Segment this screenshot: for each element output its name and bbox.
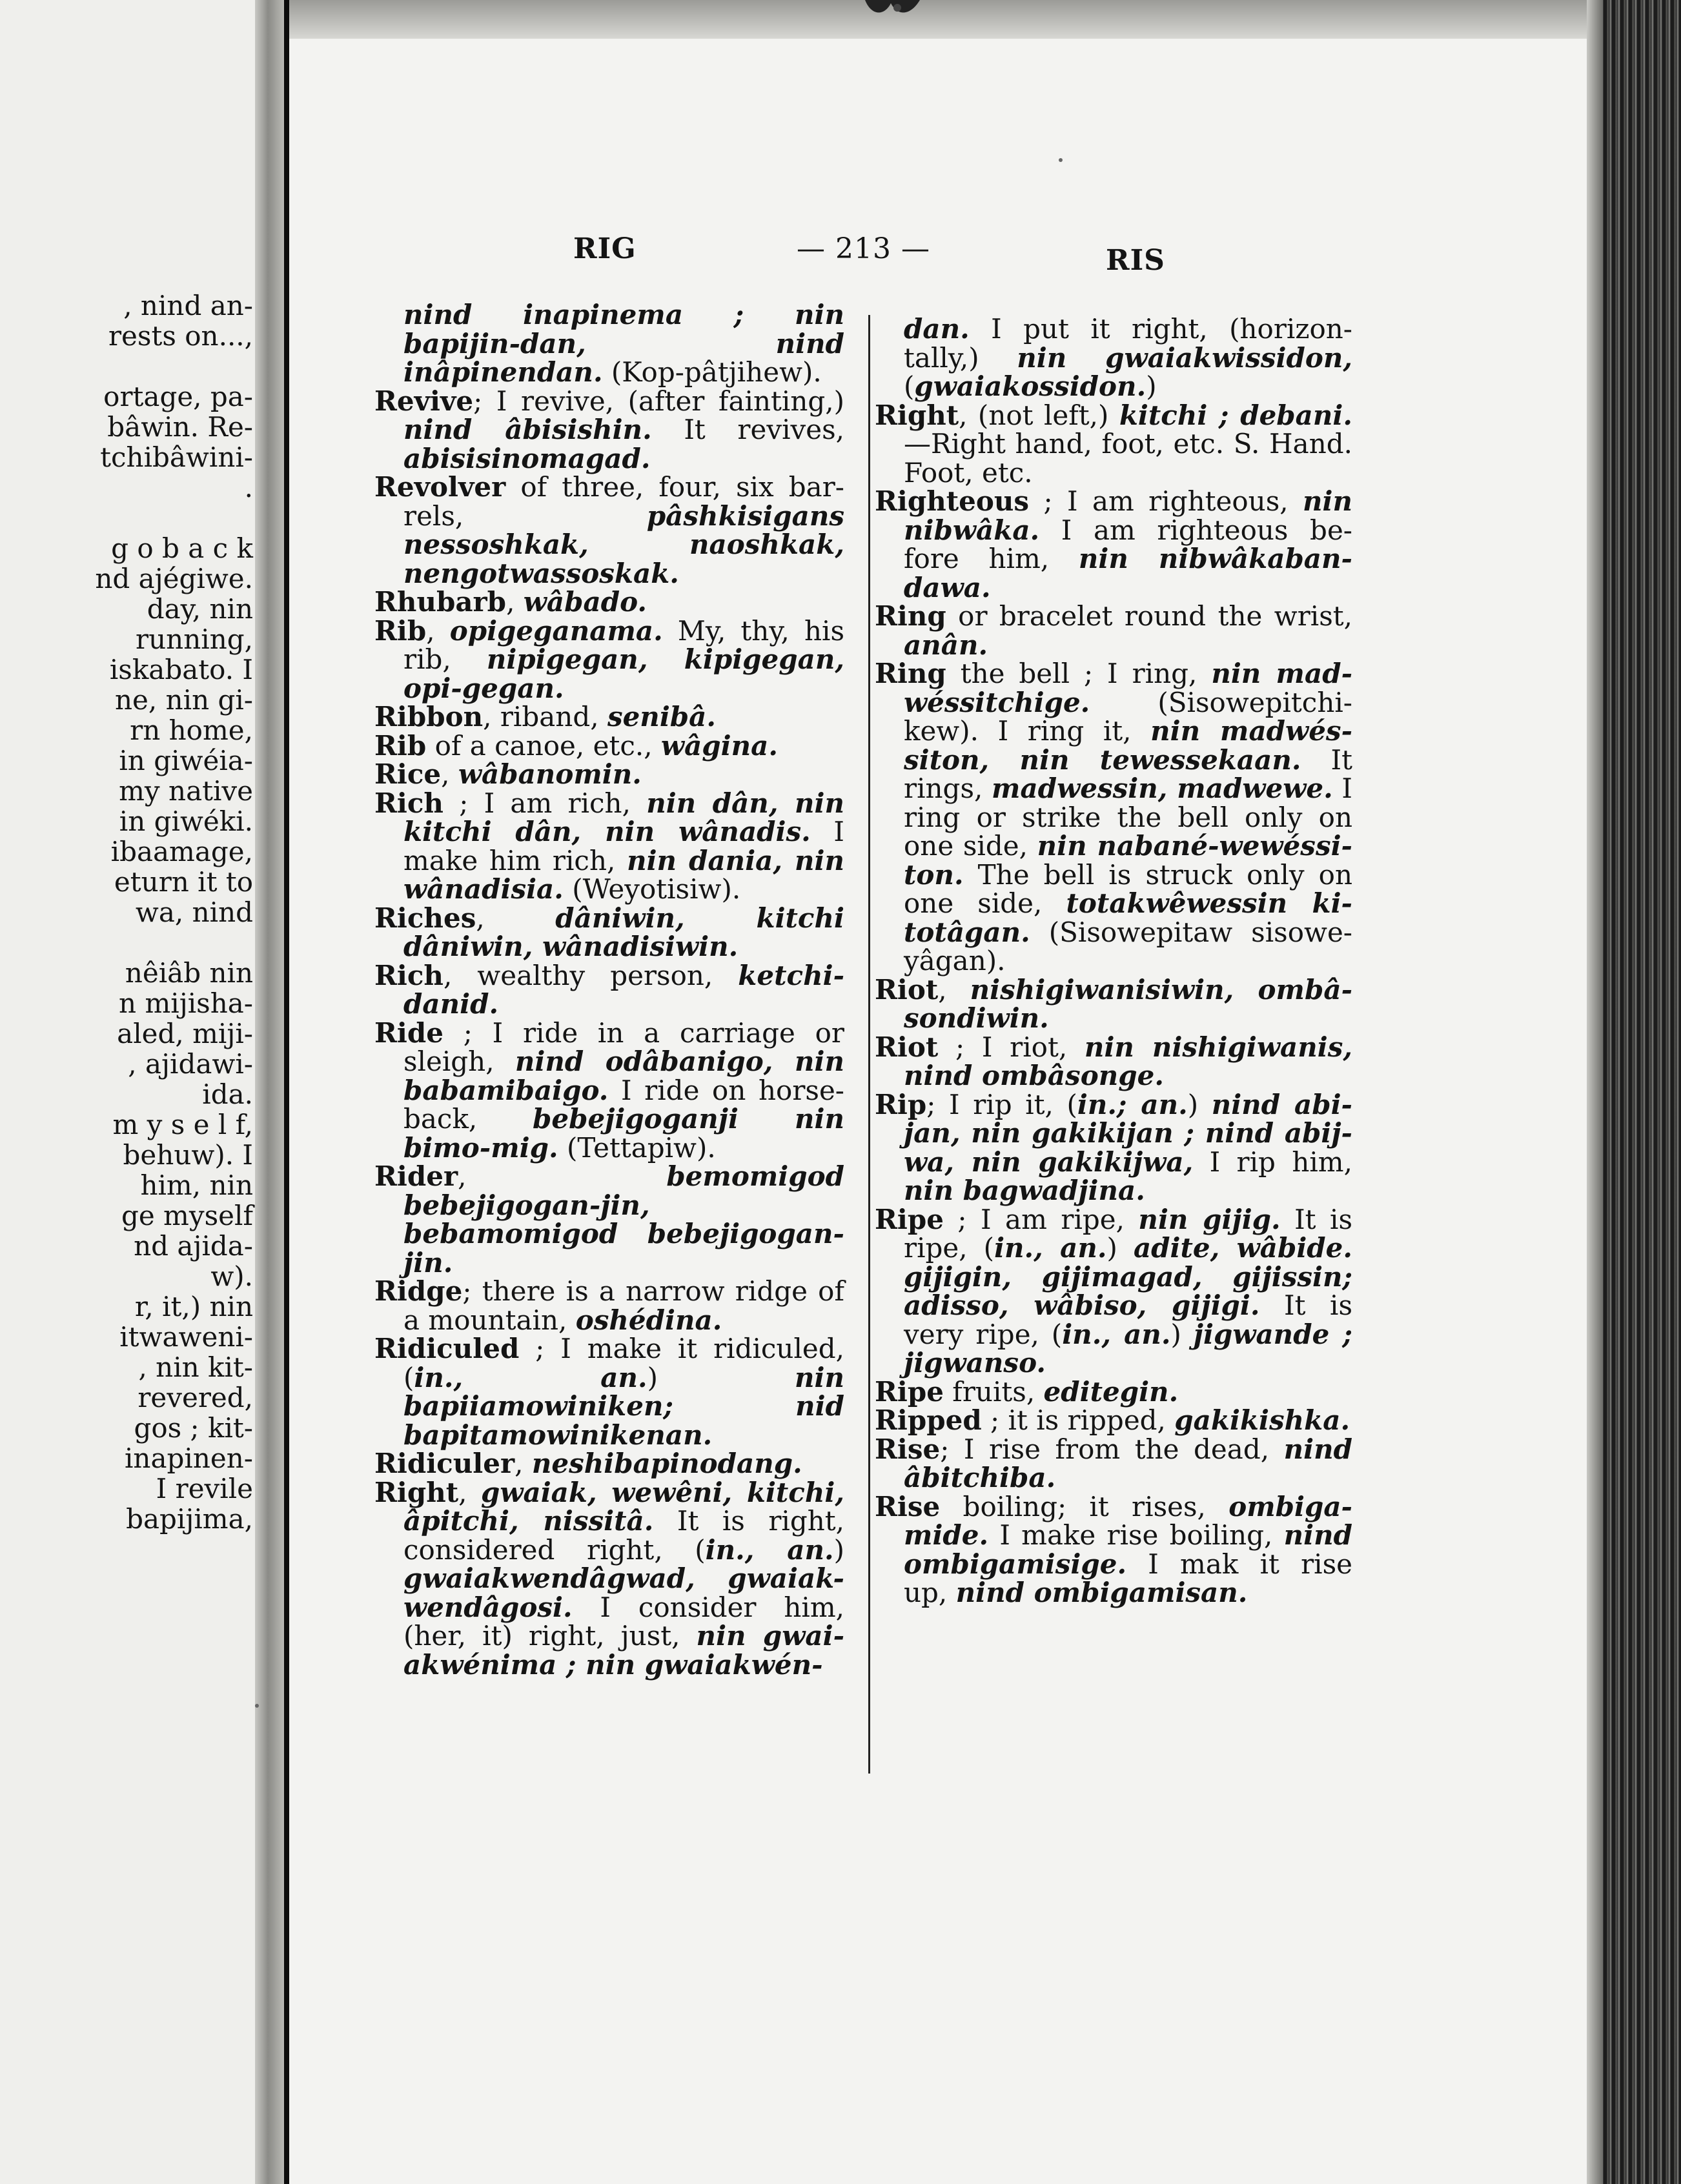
- ojibwe-term: nind abi-jan, nin gakikijan ; nind abij-wa, nin gakikijwa,: [904, 1088, 1352, 1178]
- ojibwe-term: nin dân, nin kitchi dân, nin wânadis.: [403, 787, 844, 847]
- entry-continuation: [875, 315, 1352, 401]
- definition-text: ,: [476, 902, 556, 934]
- definition-text: ,: [426, 614, 450, 647]
- dictionary-entry: [374, 1476, 845, 1681]
- ojibwe-term: nin bapiiamowiniken; nid bapitamowinikenan.: [403, 1361, 844, 1451]
- left-fragment-line: behuw). I: [123, 1139, 253, 1171]
- ojibwe-term: nind âbitchiba.: [904, 1433, 1352, 1493]
- definition-text: ; I riot,: [938, 1031, 1085, 1063]
- definition-text: fruits,: [943, 1375, 1044, 1408]
- ojibwe-term: editegin.: [1043, 1375, 1179, 1408]
- headword: Righteous: [875, 485, 1030, 517]
- definition-text: I make him rich,: [403, 816, 844, 876]
- dictionary-entry: [374, 614, 844, 704]
- ojibwe-term: gwaiak, wewêni, kitchi, âpitchi, nissitâ.: [403, 1476, 844, 1537]
- left-fragment-line: itwaweni-: [119, 1321, 253, 1353]
- definition-text: I rip him,: [1193, 1146, 1352, 1178]
- ojibwe-term: in., an.: [705, 1533, 834, 1566]
- headword: Rib: [374, 729, 427, 762]
- ojibwe-term: bemomigod bebejigogan-jin, bebamomigod bebejigogan-jin.: [403, 1160, 844, 1279]
- definition-text: It rings,: [904, 743, 1352, 804]
- definition-text: The bell is struck only on one side,: [904, 858, 1352, 919]
- left-fragment-line: iskabato. I: [109, 654, 253, 685]
- ojibwe-term: neshibapinodang.: [531, 1448, 802, 1479]
- ojibwe-term: gakikishka.: [1174, 1404, 1350, 1436]
- definition-text: I mak it rise up,: [904, 1548, 1352, 1608]
- dictionary-entry: [374, 473, 844, 588]
- dictionary-entry: [374, 729, 844, 762]
- dictionary-entry: [875, 602, 1352, 660]
- definition-text: ): [1170, 1318, 1194, 1350]
- definition-text: I am righteous be-fore him,: [904, 514, 1352, 574]
- dictionary-entry: [374, 588, 844, 617]
- headword: Rich: [374, 787, 443, 819]
- definition-text: ,: [458, 1476, 481, 1508]
- definition-text: ; I ride in a carriage or sleigh,: [403, 1016, 844, 1077]
- headword: Ridge: [374, 1275, 463, 1307]
- definition-text: It is ripe, (: [904, 1203, 1352, 1264]
- headword: Rhubarb: [374, 586, 507, 618]
- ojibwe-term: nind inapinema ; nin bapijin-dan, nind inâpinendan.: [403, 299, 844, 388]
- paper-speck: [255, 1704, 259, 1708]
- left-fragment-line: nd ajégiwe.: [95, 563, 253, 594]
- ojibwe-term: nin nibwâkaban-dawa.: [904, 543, 1352, 603]
- dictionary-entry: [374, 789, 844, 904]
- dictionary-entry: [875, 487, 1352, 602]
- left-fragment-line: in giwéia-: [119, 745, 253, 776]
- definition-text: ): [833, 1533, 844, 1566]
- left-fragment-line: n mijisha-: [119, 987, 253, 1019]
- left-fragment-line: running,: [136, 623, 253, 655]
- headword: Riot: [875, 973, 939, 1006]
- ojibwe-term: anân.: [904, 629, 988, 661]
- definition-text: ; there is a narrow ridge of a mountain,: [403, 1275, 844, 1336]
- left-fragment-line: gos ; kit-: [134, 1412, 253, 1444]
- left-fragment-line: aled, miji-: [117, 1018, 253, 1049]
- ojibwe-term: nind ombigamisan.: [955, 1577, 1248, 1608]
- headword: Ridiculer: [374, 1448, 515, 1479]
- dictionary-entry: [875, 1203, 1352, 1379]
- top-margin-shadow: [289, 0, 1619, 39]
- ojibwe-term: nind odâbanigo, nin babamibaigo.: [403, 1046, 844, 1106]
- left-fragment-line: , ajidawi-: [128, 1048, 253, 1080]
- definition-text: ; I am rich,: [443, 787, 647, 819]
- ojibwe-term: bebejigoganji nin bimo-mig.: [403, 1103, 844, 1164]
- ojibwe-term: wâbado.: [523, 586, 647, 618]
- ojibwe-term: dan.: [904, 313, 970, 345]
- dictionary-entry: [875, 660, 1352, 976]
- definition-text: , riband,: [483, 701, 607, 733]
- left-fragment-line: rests on...,: [108, 320, 253, 352]
- headword: Right: [374, 1476, 459, 1508]
- headword: Rider: [374, 1160, 458, 1192]
- headword: Revolver: [374, 471, 506, 503]
- dictionary-entry: [875, 973, 1352, 1034]
- headword: Rib: [374, 614, 427, 647]
- top-ornament-icon: [859, 0, 936, 19]
- ojibwe-term: in., an.: [994, 1232, 1107, 1264]
- left-page-text: [0, 290, 253, 1534]
- definition-text: ,: [458, 1160, 667, 1192]
- definition-text: (Sisowepitchi-kew). I ring it,: [904, 686, 1352, 747]
- left-fragment-line: ne, nin gi-: [115, 684, 253, 716]
- definition-text: ): [1106, 1232, 1134, 1264]
- definition-text: ; I rip it, (: [926, 1088, 1077, 1120]
- definition-text: ; I revive, (after fainting,): [473, 385, 844, 417]
- ojibwe-term: opigeganama.: [449, 614, 663, 647]
- guide-word-left: RIG: [573, 232, 637, 265]
- ojibwe-term: dâniwin, kitchi dâniwin, wânadisiwin.: [403, 902, 844, 962]
- definition-text: I ride on horse-back,: [403, 1074, 844, 1135]
- guide-word-right: RIS: [1106, 244, 1165, 277]
- headword: Rise: [875, 1433, 941, 1465]
- dictionary-entry: [875, 1033, 1352, 1091]
- left-fragment-line: revered,: [138, 1382, 253, 1413]
- definition-text: ): [1187, 1088, 1212, 1120]
- ojibwe-term: wâbanomin.: [458, 758, 642, 790]
- definition-text: , wealthy person,: [443, 959, 739, 991]
- left-fragment-line: inapinen-: [125, 1442, 253, 1474]
- left-fragment-line: nd ajida-: [134, 1230, 253, 1262]
- ojibwe-term: nin nibwâka.: [904, 485, 1352, 546]
- left-page: [0, 0, 255, 2184]
- headword: Revive: [374, 385, 474, 417]
- dictionary-entry: [875, 1375, 1352, 1408]
- ojibwe-term: adite, wâbide. gijigin, gijimagad, gijissin; adisso, wâbiso, gijigi.: [904, 1232, 1352, 1321]
- definition-text: ,: [441, 758, 458, 790]
- left-fragment-line: my native: [119, 775, 253, 807]
- left-fragment-line: ge myself: [121, 1200, 253, 1231]
- page-number: — 213 —: [797, 232, 930, 265]
- definition-text: the bell ; I ring,: [946, 658, 1212, 689]
- left-fragment-line: , nind an-: [123, 290, 253, 321]
- left-fragment-line: ibaamage,: [110, 836, 253, 867]
- left-fragment-line: wa, nind: [135, 896, 253, 928]
- definition-text: ; I am righteous,: [1029, 485, 1303, 517]
- left-fragment-line: w).: [210, 1260, 253, 1292]
- dictionary-entry: [374, 1016, 844, 1164]
- dictionary-entry: [875, 1088, 1352, 1206]
- left-fragment-line: ida.: [202, 1078, 253, 1110]
- ojibwe-term: nin nishigiwanis, nind ombâsonge.: [904, 1031, 1352, 1091]
- definition-text: ; I make it ridiculed, (: [403, 1333, 844, 1393]
- ojibwe-term: nind ombigamisige.: [904, 1519, 1352, 1580]
- dictionary-entry: [875, 1406, 1352, 1435]
- definition-text: It is right, considered right, (: [403, 1505, 845, 1566]
- dictionary-entry: [875, 401, 1352, 488]
- ojibwe-term: abisisinomagad.: [403, 442, 651, 474]
- left-fragment-line: day, nin: [147, 593, 253, 625]
- left-fragment-line: him, nin: [140, 1169, 253, 1201]
- headword: Ridiculed: [374, 1333, 520, 1364]
- ojibwe-term: nin bagwadjina.: [904, 1175, 1145, 1206]
- definition-text: (Tettapiw).: [558, 1131, 716, 1164]
- dictionary-entry: [374, 703, 844, 732]
- left-fragment-line: , nin kit-: [138, 1351, 253, 1383]
- ojibwe-term: in., an.: [1062, 1318, 1171, 1350]
- ojibwe-term: senibâ.: [607, 701, 716, 733]
- headword: Ring: [875, 600, 946, 632]
- definition-text: I make rise boiling,: [988, 1519, 1284, 1551]
- definition-text: (Weyotisiw).: [563, 873, 741, 905]
- left-fragment-line: rn home,: [130, 714, 253, 746]
- definition-text: ,: [938, 973, 970, 1006]
- ojibwe-term: nin gijig.: [1138, 1203, 1281, 1235]
- dictionary-column-right: [875, 315, 1352, 1608]
- definition-text: —Right hand, foot, etc. S. Hand. Foot, etc.: [904, 428, 1352, 489]
- dictionary-entry: [374, 959, 844, 1020]
- headword: Ride: [374, 1016, 443, 1049]
- ojibwe-term: kitchi ; debani.: [1119, 399, 1352, 431]
- ojibwe-term: nin gwai-akwénima ; nin gwaiakwén-: [403, 1620, 845, 1681]
- ojibwe-term: gwaiakossidon.: [914, 370, 1146, 402]
- left-fragment-line: nêiâb nin: [125, 957, 253, 989]
- definition-text: It is very ripe, (: [904, 1289, 1352, 1350]
- dictionary-entry: [374, 904, 844, 962]
- left-fragment-line: in giwéki.: [119, 805, 253, 837]
- left-fragment-line: I revile: [156, 1473, 253, 1504]
- left-fragment-line: r, it,) nin: [134, 1291, 253, 1322]
- definition-text: , (not left,): [959, 399, 1119, 431]
- headword: Riches: [374, 902, 476, 934]
- ojibwe-term: oshédina.: [575, 1304, 722, 1336]
- definition-text: I put it right, (horizon-tally,): [904, 313, 1352, 374]
- ojibwe-term: nin gwaiakwissidon,: [1017, 341, 1352, 374]
- ojibwe-term: nipigegan, kipigegan, opi-gegan.: [403, 643, 844, 704]
- ojibwe-term: gwaiakwendâgwad, gwaiak-wendâgosi.: [403, 1562, 844, 1623]
- page-edge-highlight: [1587, 0, 1602, 2184]
- left-fragment-line: .: [244, 472, 253, 503]
- definition-text: ,: [514, 1448, 532, 1479]
- definition-text: of three, four, six bar-rels,: [403, 471, 844, 532]
- ojibwe-term: nin mad-wéssitchige.: [904, 658, 1352, 718]
- entry-continuation: [374, 301, 844, 387]
- ojibwe-term: nind âbisishin.: [403, 414, 652, 445]
- dictionary-entry: [374, 1277, 844, 1335]
- definition-text: of a canoe, etc.,: [426, 729, 661, 762]
- definition-text: ): [1146, 370, 1157, 402]
- headword: Ripped: [875, 1404, 982, 1436]
- definition-text: It revives,: [651, 414, 844, 445]
- dictionary-entry: [374, 760, 844, 789]
- dictionary-entry: [374, 387, 844, 474]
- left-fragment-line: eturn it to: [114, 866, 253, 898]
- ojibwe-term: madwessin, madwewe.: [992, 773, 1333, 804]
- ojibwe-term: wâgina.: [660, 729, 778, 762]
- headword: Rich: [374, 959, 443, 991]
- ojibwe-term: nin nabané-wewéssi-ton.: [904, 830, 1352, 891]
- ojibwe-term: pâshkisigans nessoshkak, naoshkak, nengotwassoskak.: [403, 500, 844, 589]
- headword: Rip: [875, 1088, 927, 1120]
- left-fragment-line: bâwin. Re-: [107, 411, 253, 443]
- dictionary-entry: [875, 1435, 1352, 1493]
- headword: Ribbon: [374, 701, 484, 733]
- headword: Ripe: [875, 1375, 944, 1408]
- definition-text: or bracelet round the wrist,: [946, 600, 1352, 632]
- headword: Right: [875, 399, 959, 431]
- left-fragment-line: tchibâwini-: [100, 441, 253, 473]
- headword: Ring: [875, 658, 946, 689]
- left-fragment-line: m y s e l f,: [112, 1109, 253, 1140]
- column-rule: [868, 315, 870, 1774]
- dictionary-entry: [875, 1490, 1352, 1608]
- ojibwe-term: jigwande ; jigwanso.: [904, 1318, 1352, 1379]
- definition-text: ; it is ripped,: [981, 1404, 1175, 1436]
- definition-text: (Sisowepitaw sisowe-yâgan).: [904, 916, 1352, 976]
- definition-text: (: [904, 370, 915, 402]
- ojibwe-term: totakwêwessin ki-totâgan.: [904, 887, 1352, 948]
- dictionary-entry: [374, 1162, 844, 1277]
- page-edge-shadow: [284, 0, 289, 2184]
- ojibwe-term: nin dania, nin wânadisia.: [403, 844, 844, 905]
- headword: Ripe: [875, 1203, 944, 1235]
- left-fragment-line: g o b a c k: [111, 532, 253, 564]
- ojibwe-term: ombiga-mide.: [904, 1490, 1352, 1551]
- definition-text: boiling; it rises,: [940, 1490, 1229, 1522]
- ojibwe-term: nishigiwanisiwin, ombâ-sondiwin.: [904, 973, 1352, 1034]
- ojibwe-term: in.; an.: [1077, 1088, 1188, 1120]
- ojibwe-term: ketchi-danid.: [403, 959, 844, 1020]
- definition-text: (Kop-pâtjihew).: [602, 356, 822, 388]
- book-gutter: [255, 0, 284, 2184]
- dictionary-entry: [374, 1450, 844, 1479]
- paper-speck: [1059, 158, 1063, 162]
- ojibwe-term: nin madwés-siton, nin tewessekaan.: [904, 715, 1353, 776]
- left-fragment-line: ortage, pa-: [103, 381, 253, 412]
- definition-text: ,: [506, 586, 524, 618]
- dictionary-column-left: [374, 301, 844, 1679]
- definition-text: ; I rise from the dead,: [940, 1433, 1284, 1465]
- definition-text: ): [647, 1361, 795, 1393]
- definition-text: I consider him, (her, it) right, just,: [403, 1591, 844, 1652]
- left-fragment-line: bapijima,: [126, 1503, 253, 1535]
- headword: Rice: [374, 758, 442, 790]
- definition-text: I ring or strike the bell only on one side,: [904, 773, 1352, 862]
- definition-text: ; I am ripe,: [943, 1203, 1139, 1235]
- dictionary-entry: [374, 1335, 844, 1450]
- headword: Riot: [875, 1031, 939, 1063]
- definition-text: My, thy, his rib,: [403, 614, 844, 675]
- headword: Rise: [875, 1490, 941, 1522]
- ojibwe-term: in., an.: [414, 1361, 647, 1393]
